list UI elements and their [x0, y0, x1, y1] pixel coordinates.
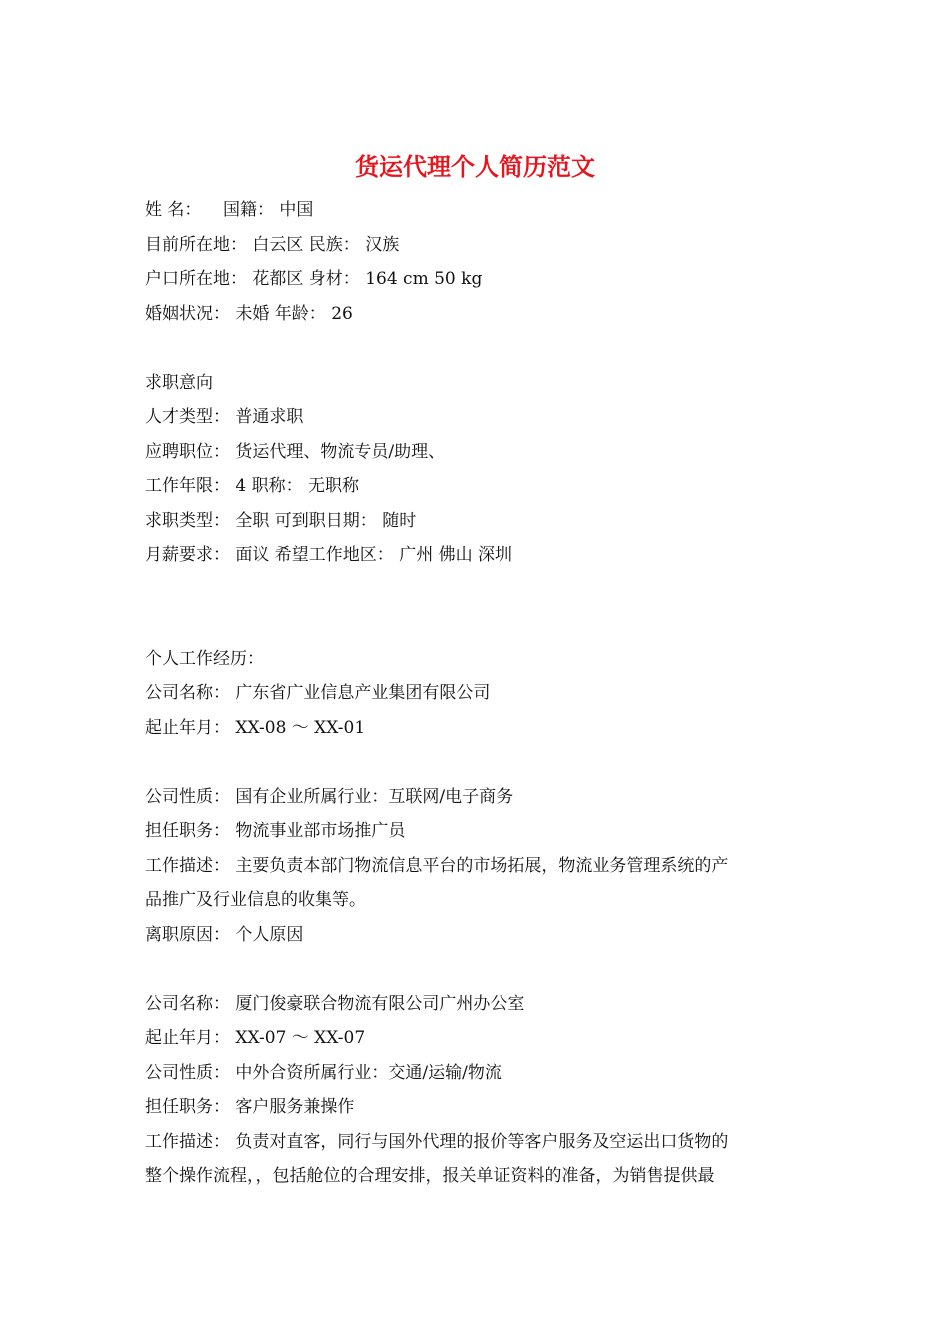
spacer — [145, 331, 825, 366]
leaving-reason-line: 离职原因： 个人原因 — [145, 924, 304, 945]
position-line: 担任职务： 物流事业部市场推广员 — [145, 821, 406, 841]
job-type-line: 求职类型： 全职 可到职日期： 随时 — [145, 510, 417, 531]
job-description-line: 工作描述： 负责对直客，同行与国外代理的报价等客户服务及空运出口货物的 — [145, 1131, 729, 1152]
salary-region-line: 月薪要求： 面议 希望工作地区： 广州 佛山 深圳 — [145, 545, 513, 565]
marital-age-line: 婚姻状况： 未婚 年龄： 26 — [145, 303, 353, 324]
company-nature-line: 公司性质： 中外合资所属行业：交通/运输/物流 — [145, 1062, 502, 1083]
personal-info-section — [145, 193, 825, 331]
company-name-line: 公司名称： 厦门俊豪联合物流有限公司广州办公室 — [145, 993, 525, 1014]
position-line: 担任职务： 客户服务兼操作 — [145, 1097, 355, 1117]
spacer — [145, 573, 825, 642]
job-description-line: 品推广及行业信息的收集等。 — [145, 890, 366, 910]
job-intention-section — [145, 366, 825, 573]
period-line: 起止年月： XX-07 ～ XX-07 — [145, 1028, 366, 1048]
spacer — [145, 745, 825, 780]
location-ethnicity-line: 目前所在地： 白云区 民族： 汉族 — [145, 234, 400, 255]
document-title: 货运代理个人简历范文 — [355, 152, 595, 181]
company-name-line: 公司名称： 广东省广业信息产业集团有限公司 — [145, 683, 491, 703]
job-description-line: 工作描述： 主要负责本部门物流信息平台的市场拓展，物流业务管理系统的产 — [145, 855, 729, 876]
hukou-physique-line: 户口所在地： 花都区 身材： 164 cm 50 kg — [145, 269, 483, 289]
talent-type-line: 人才类型： 普通求职 — [145, 407, 304, 427]
job-description-line: 整个操作流程，，包括舱位的合理安排，报关单证资料的准备，为销售提供最 — [145, 1166, 715, 1186]
section-heading: 求职意向 — [145, 372, 213, 393]
name-nationality-line: 姓 名： 国籍： 中国 — [145, 200, 314, 220]
applied-position-line: 应聘职位： 货运代理、物流专员/助理、 — [145, 441, 446, 462]
work-years-line: 工作年限： 4 职称： 无职称 — [145, 476, 360, 496]
spacer — [145, 952, 825, 987]
period-line: 起止年月： XX-08 ～ XX-01 — [145, 717, 366, 738]
company-nature-line: 公司性质： 国有企业所属行业：互联网/电子商务 — [145, 786, 514, 807]
work-experience-section — [145, 642, 825, 1194]
resume-body — [145, 193, 825, 1194]
section-heading: 个人工作经历： — [145, 648, 264, 669]
